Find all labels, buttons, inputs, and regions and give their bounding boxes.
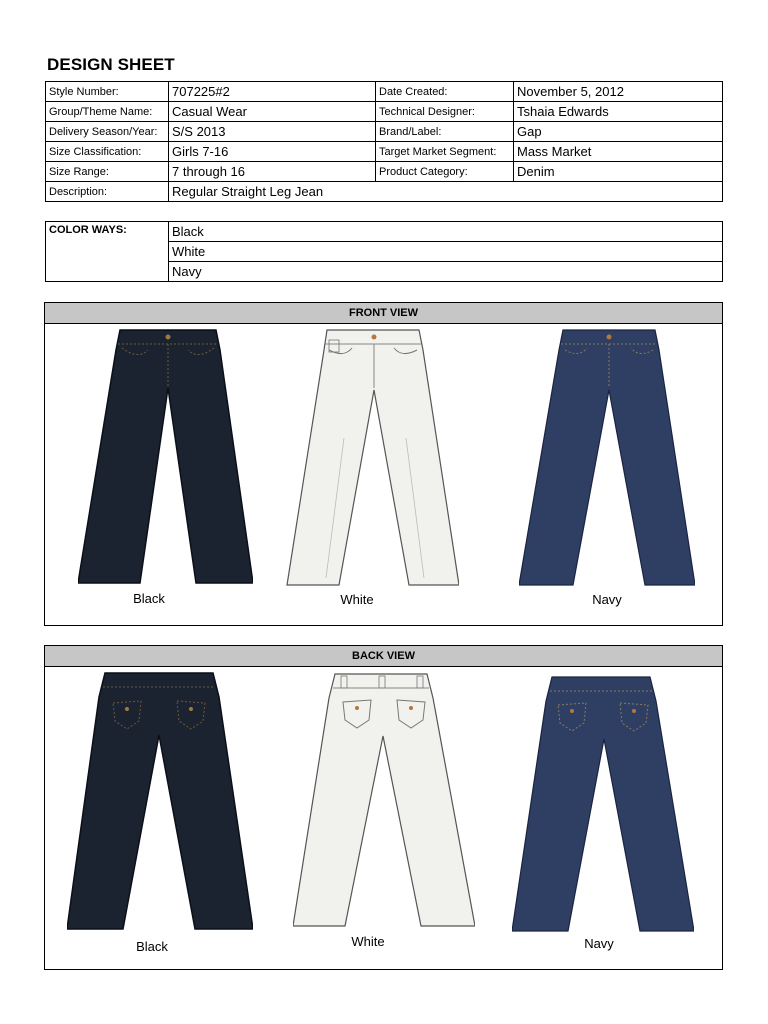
style-number-label: Style Number: [46,82,169,102]
spec-row [46,162,723,182]
colorways-table [45,221,723,282]
jeans-front-black-illustration [78,328,253,586]
jeans-back-black-illustration [67,671,253,933]
category-value: Denim [514,162,723,182]
jeans-front-navy-illustration [519,328,695,588]
date-created-value: November 5, 2012 [514,82,723,102]
group-label: Group/Theme Name: [46,102,169,122]
spec-row [46,142,723,162]
front-view-body [45,324,722,625]
target-market-label: Target Market Segment: [376,142,514,162]
back-caption-black: Black [136,939,168,954]
description-value: Regular Straight Leg Jean [169,182,723,202]
date-created-label: Date Created: [376,82,514,102]
back-caption-navy: Navy [584,936,614,951]
size-class-value: Girls 7-16 [169,142,376,162]
jeans-back-navy-illustration [512,675,694,935]
colorway-row [46,222,723,242]
colorway-black: Black [169,222,723,242]
front-view-heading: FRONT VIEW [45,303,722,324]
spec-row [46,182,723,202]
jeans-front-white-illustration [284,328,459,588]
front-caption-white: White [340,592,374,607]
size-range-value: 7 through 16 [169,162,376,182]
spec-row [46,82,723,102]
style-number-value: 707225#2 [169,82,376,102]
size-range-label: Size Range: [46,162,169,182]
brand-value: Gap [514,122,723,142]
spec-table [45,81,723,202]
back-caption-white: White [351,934,385,949]
colorway-navy: Navy [169,262,723,282]
back-view-panel [44,645,723,970]
back-view-heading: BACK VIEW [45,646,722,667]
spec-row [46,102,723,122]
front-caption-black: Black [133,591,165,606]
colorways-label: COLOR WAYS: [46,222,169,282]
season-label: Delivery Season/Year: [46,122,169,142]
target-market-value: Mass Market [514,142,723,162]
description-label: Description: [46,182,169,202]
front-view-panel [44,302,723,626]
front-caption-navy: Navy [592,592,622,607]
colorway-white: White [169,242,723,262]
season-value: S/S 2013 [169,122,376,142]
jeans-back-white-illustration [293,672,475,930]
brand-label: Brand/Label: [376,122,514,142]
group-value: Casual Wear [169,102,376,122]
category-label: Product Category: [376,162,514,182]
tech-designer-value: Tshaia Edwards [514,102,723,122]
back-view-body [45,667,722,969]
tech-designer-label: Technical Designer: [376,102,514,122]
sheet-title: DESIGN SHEET [47,55,175,74]
size-class-label: Size Classification: [46,142,169,162]
spec-row [46,122,723,142]
